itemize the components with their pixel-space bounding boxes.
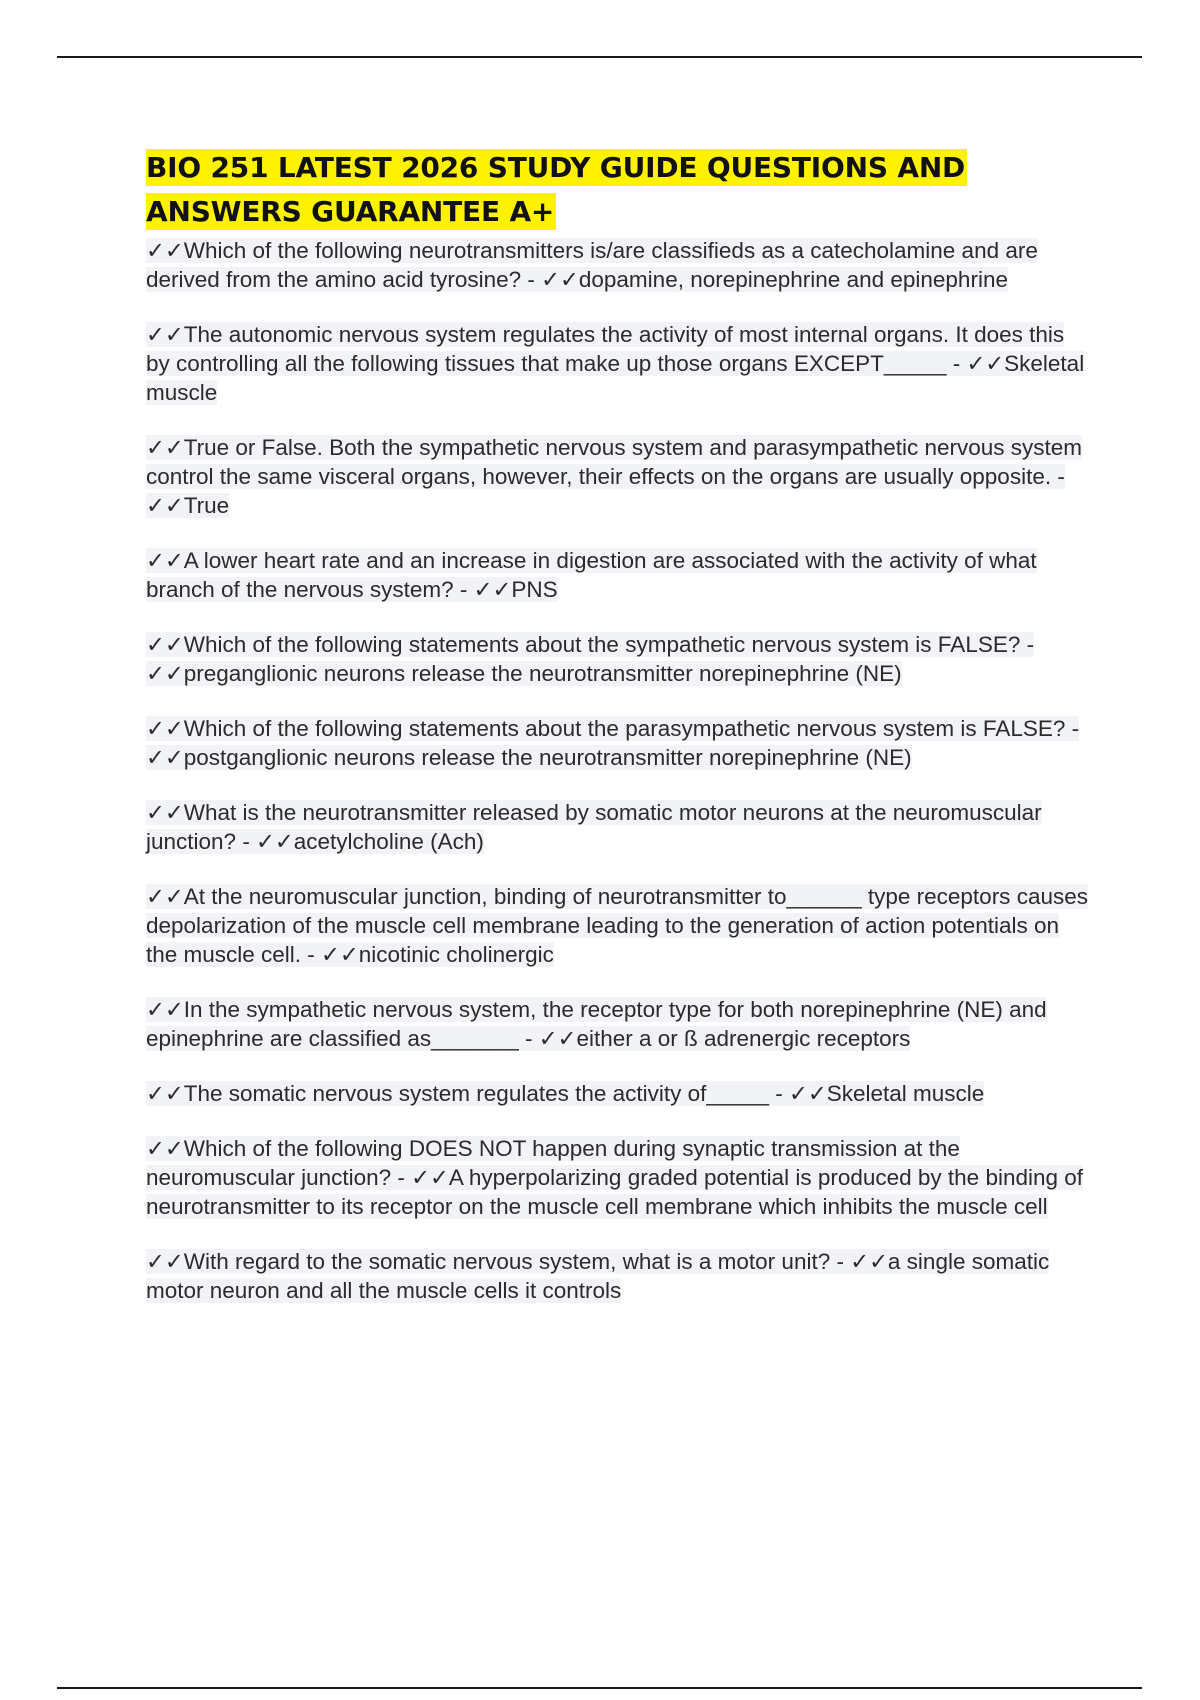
- qa-item: ✓✓A lower heart rate and an increase in digestion are associated with the activity of what branch of the nervous system? - ✓✓PNS: [146, 548, 1037, 602]
- qa-item: ✓✓The autonomic nervous system regulates the activity of most internal organs. It does this by controlling all the following tissues that make up those organs EXCEPT_____ - ✓✓Skeletal muscle: [146, 322, 1085, 405]
- qa-item: ✓✓Which of the following DOES NOT happen during synaptic transmission at the neuromuscular junction? - ✓✓A hyperpolarizing graded potential is produced by the binding of neurotransmitter to its receptor on the muscle cell membrane which inhibits the muscle cell: [146, 1136, 1084, 1219]
- qa-item: ✓✓At the neuromuscular junction, binding of neurotransmitter to______ type receptors causes depolarization of the muscle cell membrane leading to the generation of action potentials on the muscle cell. - ✓✓nicotinic cholinergic: [146, 884, 1088, 967]
- qa-item: ✓✓Which of the following statements about the sympathetic nervous system is FALSE? - ✓✓preganglionic neurons release the neurotransmitter norepinephrine (NE): [146, 632, 1035, 686]
- top-rule: [57, 56, 1142, 58]
- qa-item: ✓✓Which of the following statements about the parasympathetic nervous system is FALSE? - ✓✓postganglionic neurons release the neurotransmitter norepinephrine (NE): [146, 716, 1080, 770]
- title-highlight: BIO 251 LATEST 2026 STUDY GUIDE QUESTIONS AND ANSWERS GUARANTEE A+: [146, 151, 966, 228]
- qa-item: ✓✓Which of the following neurotransmitters is/are classifieds as a catecholamine and are derived from the amino acid tyrosine? - ✓✓dopamine, norepinephrine and epinephrine: [146, 238, 1038, 292]
- qa-item: ✓✓With regard to the somatic nervous system, what is a motor unit? - ✓✓a single somatic motor neuron and all the muscle cells it controls: [146, 1249, 1050, 1303]
- document-body: [146, 146, 1094, 1331]
- qa-item: ✓✓The somatic nervous system regulates the activity of_____ - ✓✓Skeletal muscle: [146, 1081, 985, 1106]
- qa-item: ✓✓What is the neurotransmitter released by somatic motor neurons at the neuromuscular junction? - ✓✓acetylcholine (Ach): [146, 800, 1042, 854]
- bottom-rule: [57, 1687, 1142, 1689]
- qa-item: ✓✓In the sympathetic nervous system, the receptor type for both norepinephrine (NE) and epinephrine are classified as_______ - ✓✓either a or ß adrenergic receptors: [146, 997, 1047, 1051]
- document-title: [146, 146, 1094, 234]
- qa-item: ✓✓True or False. Both the sympathetic nervous system and parasympathetic nervous system control the same visceral organs, however, their effects on the organs are usually opposite. - ✓✓True: [146, 435, 1083, 518]
